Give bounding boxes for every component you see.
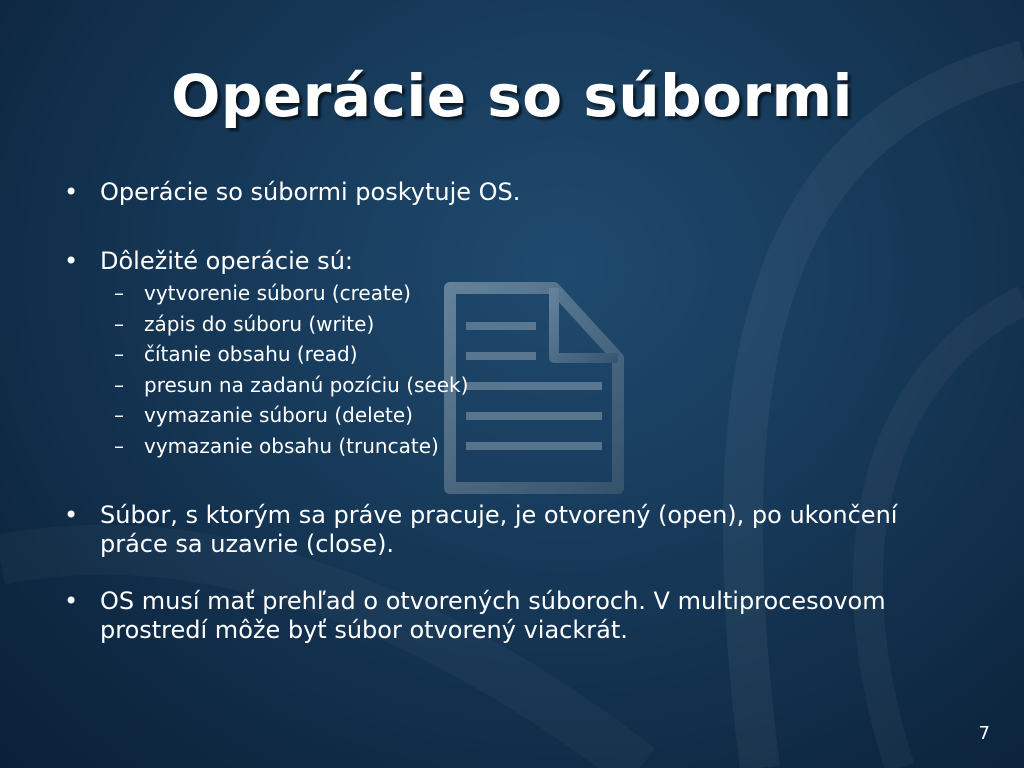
sub-bullet-marker: –: [114, 372, 124, 397]
sub-bullet-marker: –: [114, 281, 124, 305]
page-number: 7: [978, 723, 990, 744]
sub-bullet-marker: –: [114, 342, 124, 366]
sub-bullet-text: vymazanie obsahu (truncate): [144, 433, 439, 458]
bullet-item: [64, 501, 954, 559]
bullet-item: [64, 247, 954, 276]
sub-bullet-text: zápis do súboru (write): [144, 311, 375, 336]
bullet-marker: •: [64, 501, 79, 529]
bullet-text: Súbor, s ktorým sa práve pracuje, je otvorený (open), po ukončení práce sa uzavrie (close).: [100, 501, 898, 558]
sub-bullet-marker: –: [114, 433, 124, 458]
bullet-marker: •: [64, 587, 79, 615]
sub-bullet-item: [114, 370, 954, 401]
bullet-marker: •: [64, 178, 79, 206]
sub-bullet-text: čítanie obsahu (read): [144, 342, 358, 366]
bullet-marker: •: [64, 247, 79, 275]
sub-bullet-item: [114, 309, 954, 340]
bullet-text: Operácie so súbormi poskytuje OS.: [100, 178, 521, 206]
sub-bullet-text: vytvorenie súboru (create): [144, 281, 411, 305]
slide-content: [64, 178, 954, 645]
sub-bullet-item: [114, 400, 954, 431]
sub-bullet-item: [114, 339, 954, 370]
sub-bullet-marker: –: [114, 403, 124, 427]
sub-bullet-text: presun na zadanú pozíciu (seek): [144, 372, 469, 397]
bullet-item: [64, 178, 954, 207]
sub-bullet-item: [114, 278, 954, 309]
bullet-text: OS musí mať prehľad o otvorených súboroch. V multiprocesovom prostredí môže byť súbor otvorený viackrát.: [100, 587, 886, 644]
slide-title: Operácie so súbormi: [171, 62, 853, 130]
sub-bullet-item: [114, 431, 954, 462]
bullet-text: Dôležité operácie sú:: [100, 247, 353, 275]
sub-bullet-marker: –: [114, 311, 124, 336]
bullet-item: [64, 587, 954, 645]
sub-bullet-text: vymazanie súboru (delete): [144, 403, 413, 427]
sub-bullet-list: [64, 278, 954, 461]
